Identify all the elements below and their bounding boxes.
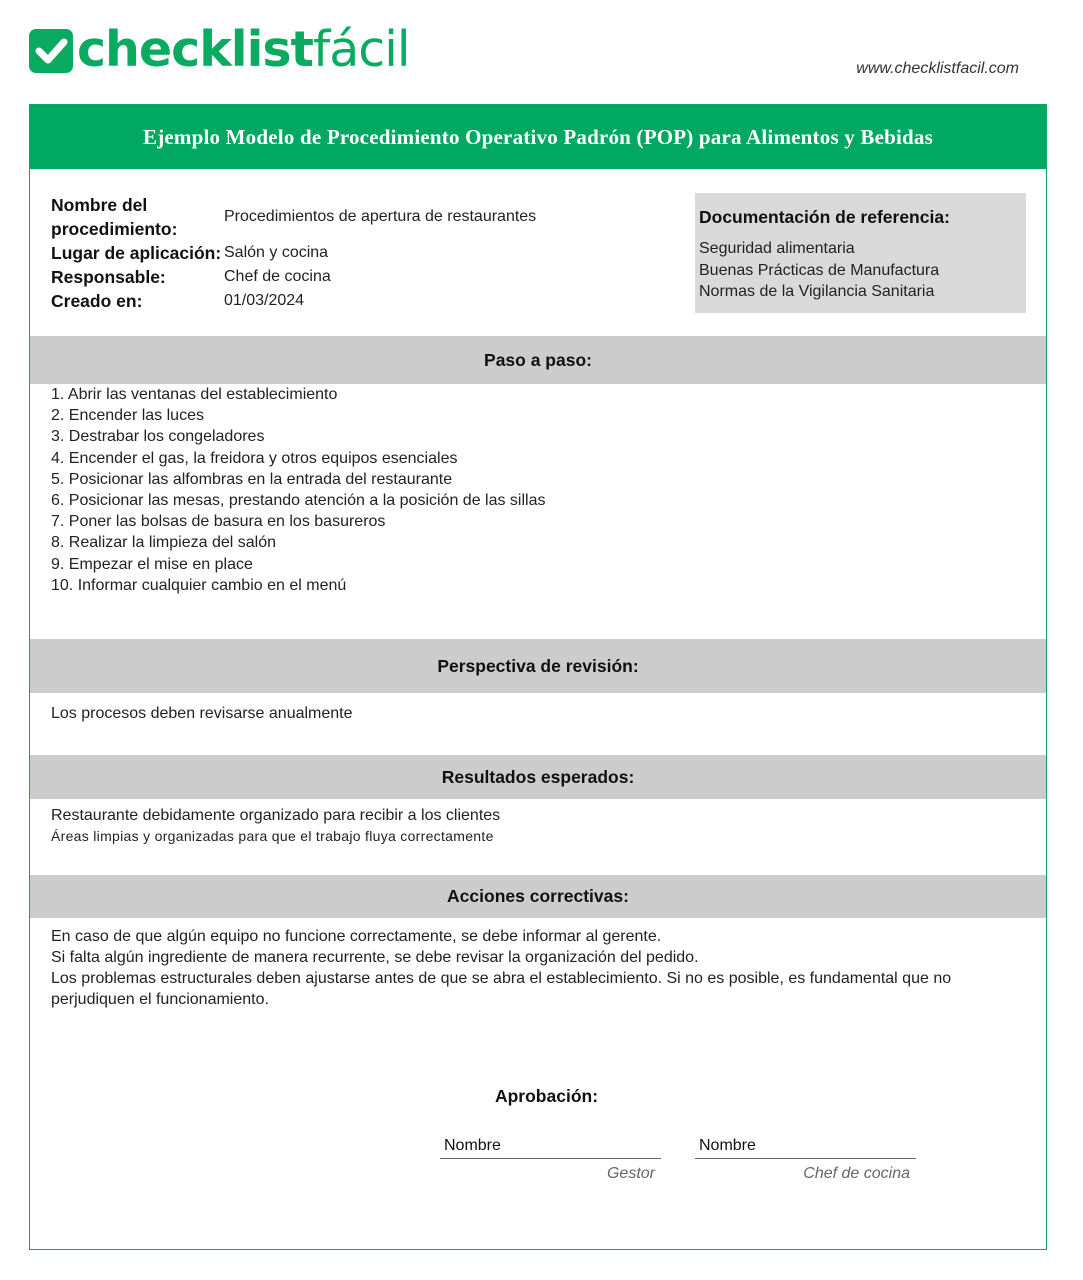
step-item: 3. Destrabar los congeladores	[51, 428, 265, 446]
step-item: 9. Empezar el mise en place	[51, 555, 253, 573]
corrective-item: En caso de que algún equipo no funcione correctamente, se debe informar al gerente.	[51, 928, 662, 945]
step-item: 1. Abrir las ventanas del establecimiento	[51, 386, 338, 403]
step-item: 8. Realizar la limpieza del salón	[51, 534, 276, 552]
brand-logo	[29, 22, 409, 78]
info-label: Nombre del procedimiento:	[51, 195, 178, 239]
signature-role: Chef de cocina	[803, 1165, 910, 1182]
corrective-list	[51, 926, 1011, 1010]
pop-document	[29, 104, 1047, 1250]
signature-manager	[440, 1137, 661, 1183]
corrective-item: Los problemas estructurales deben ajustarse antes de que se abra el establecimiento. Si no es posible, es fundamental que no perjudiquen el funcionamiento.	[51, 970, 952, 1008]
info-label: Creado en:	[51, 291, 143, 311]
step-item: 5. Posicionar las alfombras en la entrada del restaurante	[51, 470, 453, 488]
signature-name: Nombre	[695, 1137, 916, 1159]
step-item: 10. Informar cualquier cambio en el menú	[51, 576, 347, 594]
step-item: 4. Encender el gas, la freidora y otros equipos esenciales	[51, 449, 458, 467]
corrective-item: Si falta algún ingrediente de manera recurrente, se debe revisar la organización del pedido.	[51, 949, 699, 966]
approval-title: Aprobación:	[494, 1086, 599, 1106]
info-row-name	[51, 193, 691, 241]
logo-wordmark-bold: checklist	[77, 21, 313, 78]
signature-name: Nombre	[440, 1137, 661, 1159]
website-link[interactable]: www.checklistfacil.com	[856, 60, 1019, 77]
signature-chef	[695, 1137, 916, 1183]
reference-item: Seguridad alimentaria	[699, 240, 855, 257]
results-list	[51, 805, 1011, 847]
result-item: Áreas limpias y organizadas para que el trabajo fluya correctamente	[51, 828, 494, 845]
review-header: Perspectiva de revisión:	[30, 639, 1046, 693]
logo-wordmark	[77, 22, 409, 78]
info-value: Chef de cocina	[224, 268, 331, 285]
logo-wordmark-light: fácil	[312, 21, 410, 78]
info-value: 01/03/2024	[224, 292, 305, 309]
signature-role: Gestor	[606, 1165, 655, 1182]
info-label: Responsable:	[51, 267, 166, 287]
steps-list	[51, 384, 1011, 596]
info-label: Lugar de aplicación:	[51, 243, 222, 263]
checkmark-icon	[29, 29, 73, 73]
info-row-responsible	[51, 265, 691, 289]
review-text	[51, 703, 1011, 724]
info-row-place	[51, 241, 691, 265]
procedure-info	[51, 193, 691, 313]
info-value: Procedimientos de apertura de restaurantes	[224, 208, 537, 225]
results-header: Resultados esperados:	[30, 755, 1046, 799]
reference-item: Normas de la Vigilancia Sanitaria	[699, 283, 935, 300]
reference-documentation-box	[695, 193, 1026, 313]
review-item: Los procesos deben revisarse anualmente	[51, 705, 353, 722]
result-item: Restaurante debidamente organizado para recibir a los clientes	[51, 807, 501, 824]
info-value: Salón y cocina	[224, 244, 329, 261]
steps-header: Paso a paso:	[30, 336, 1046, 384]
step-item: 6. Posicionar las mesas, prestando atención a la posición de las sillas	[51, 492, 546, 510]
corrective-header: Acciones correctivas:	[30, 875, 1046, 918]
step-item: 7. Poner las bolsas de basura en los basureros	[51, 513, 386, 531]
reference-item: Buenas Prácticas de Manufactura	[699, 261, 940, 279]
info-row-created	[51, 289, 691, 313]
step-item: 2. Encender las luces	[51, 407, 204, 425]
document-title: Ejemplo Modelo de Procedimiento Operativo Padrón (POP) para Alimentos y Bebidas	[30, 105, 1046, 169]
reference-title: Documentación de referencia:	[699, 207, 950, 227]
